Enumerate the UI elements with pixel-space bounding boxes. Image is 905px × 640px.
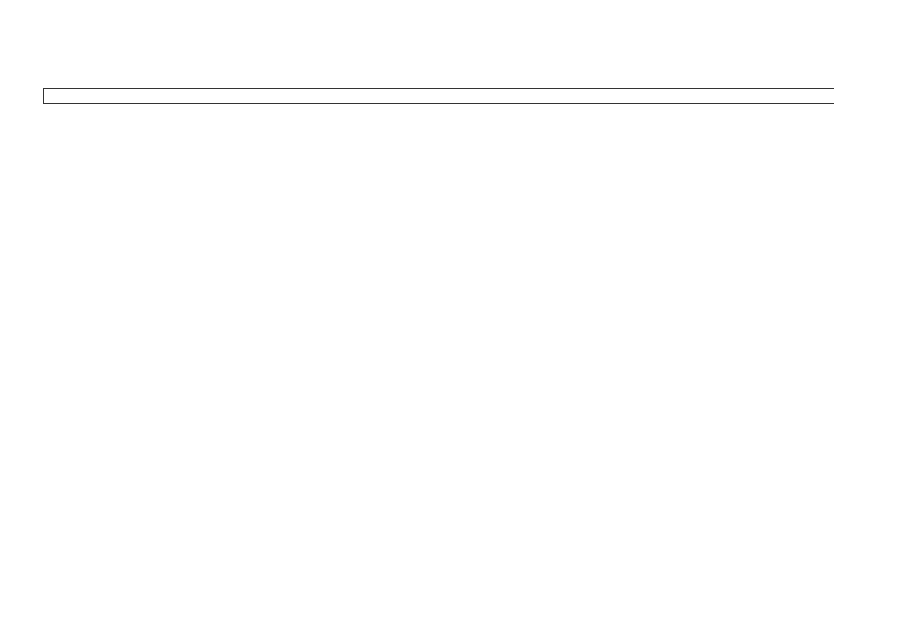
table-header-row <box>43 88 834 104</box>
